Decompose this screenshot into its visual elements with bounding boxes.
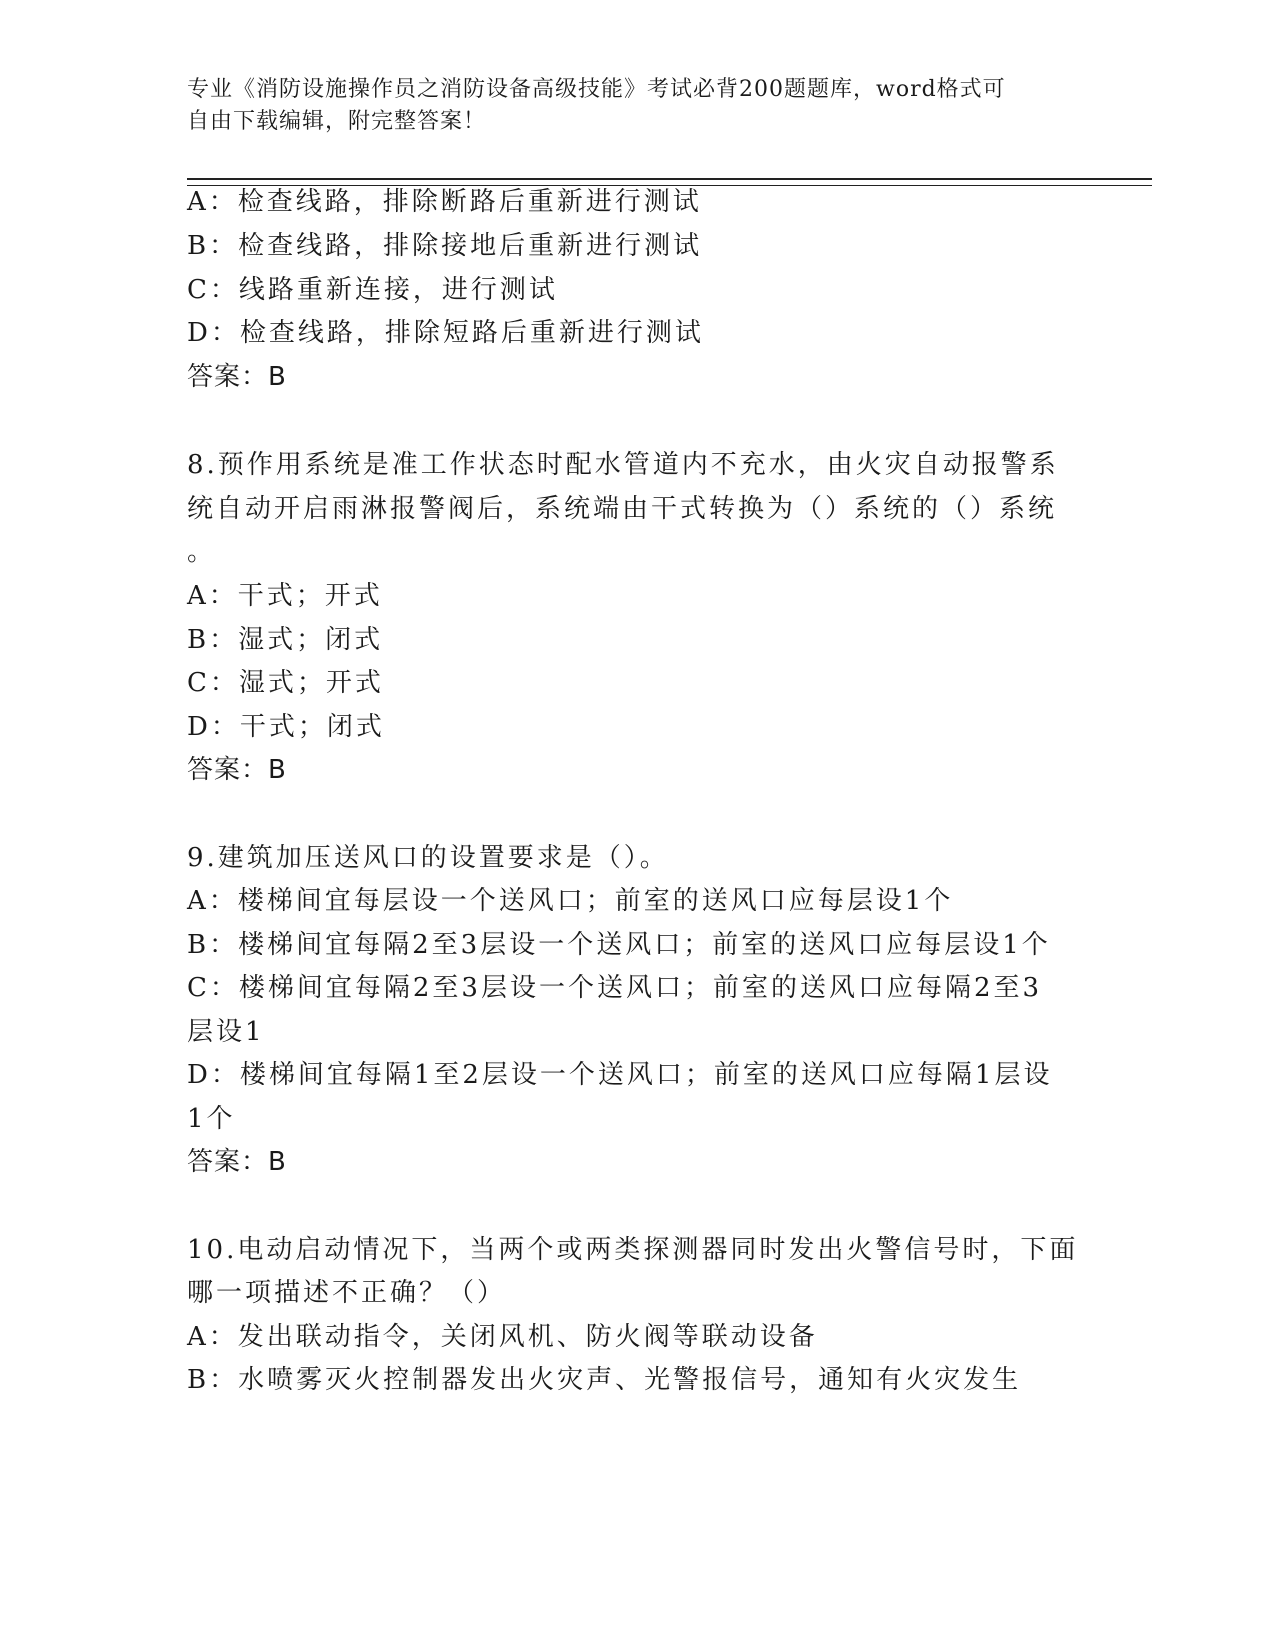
q10-option-a: A：发出联动指令，关闭风机、防火阀等联动设备 (187, 1322, 818, 1352)
q10-stem-line-2: 哪一项描述不正确？（） (187, 1278, 507, 1308)
q9-answer: 答案：B (187, 1147, 287, 1177)
q9-option-a: A：楼梯间宜每层设一个送风口；前室的送风口应每层设1个 (187, 886, 954, 916)
q8-option-c: C：湿式；开式 (187, 668, 384, 698)
q9-option-b: B：楼梯间宜每隔2至3层设一个送风口；前室的送风口应每层设1个 (187, 930, 1051, 960)
document-header (187, 74, 1087, 138)
q9-option-d-cont: 1个 (187, 1104, 236, 1134)
q8-option-b: B：湿式；闭式 (187, 625, 384, 655)
q9-option-d: D：楼梯间宜每隔1至2层设一个送风口；前室的送风口应每隔1层设 (187, 1060, 1053, 1090)
q9-option-c-cont: 层设1 (187, 1017, 265, 1047)
q9-stem: 9.建筑加压送风口的设置要求是（）。 (187, 843, 669, 873)
q7-option-c: C：线路重新连接，进行测试 (187, 275, 558, 305)
q10-stem-line-1: 10.电动启动情况下，当两个或两类探测器同时发出火警信号时，下面 (187, 1235, 1079, 1265)
q7-answer: 答案：B (187, 362, 287, 392)
q8-option-d: D：干式；闭式 (187, 712, 385, 742)
q8-stem-line-3: 。 (187, 537, 217, 567)
q7-option-d: D：检查线路，排除短路后重新进行测试 (187, 318, 704, 348)
q8-answer: 答案：B (187, 755, 287, 785)
q8-stem-line-1: 8.预作用系统是准工作状态时配水管道内不充水，由火灾自动报警系 (187, 450, 1059, 480)
q9-option-c: C：楼梯间宜每隔2至3层设一个送风口；前室的送风口应每隔2至3 (187, 973, 1043, 1003)
header-line-2: 自由下载编辑，附完整答案！ (187, 109, 487, 134)
q8-stem-line-2: 统自动开启雨淋报警阀后，系统端由干式转换为（）系统的（）系统 (187, 494, 1058, 524)
header-divider (187, 178, 1152, 180)
header-divider-thin (187, 185, 1152, 186)
q10-option-b: B：水喷雾灭火控制器发出火灾声、光警报信号，通知有火灾发生 (187, 1365, 1022, 1395)
header-line-1: 专业《消防设施操作员之消防设备高级技能》考试必背200题题库，word格式可 (187, 77, 1006, 102)
q7-option-b: B：检查线路，排除接地后重新进行测试 (187, 231, 703, 261)
q8-option-a: A：干式；开式 (187, 581, 383, 611)
q7-option-a: A：检查线路，排除断路后重新进行测试 (187, 187, 702, 217)
